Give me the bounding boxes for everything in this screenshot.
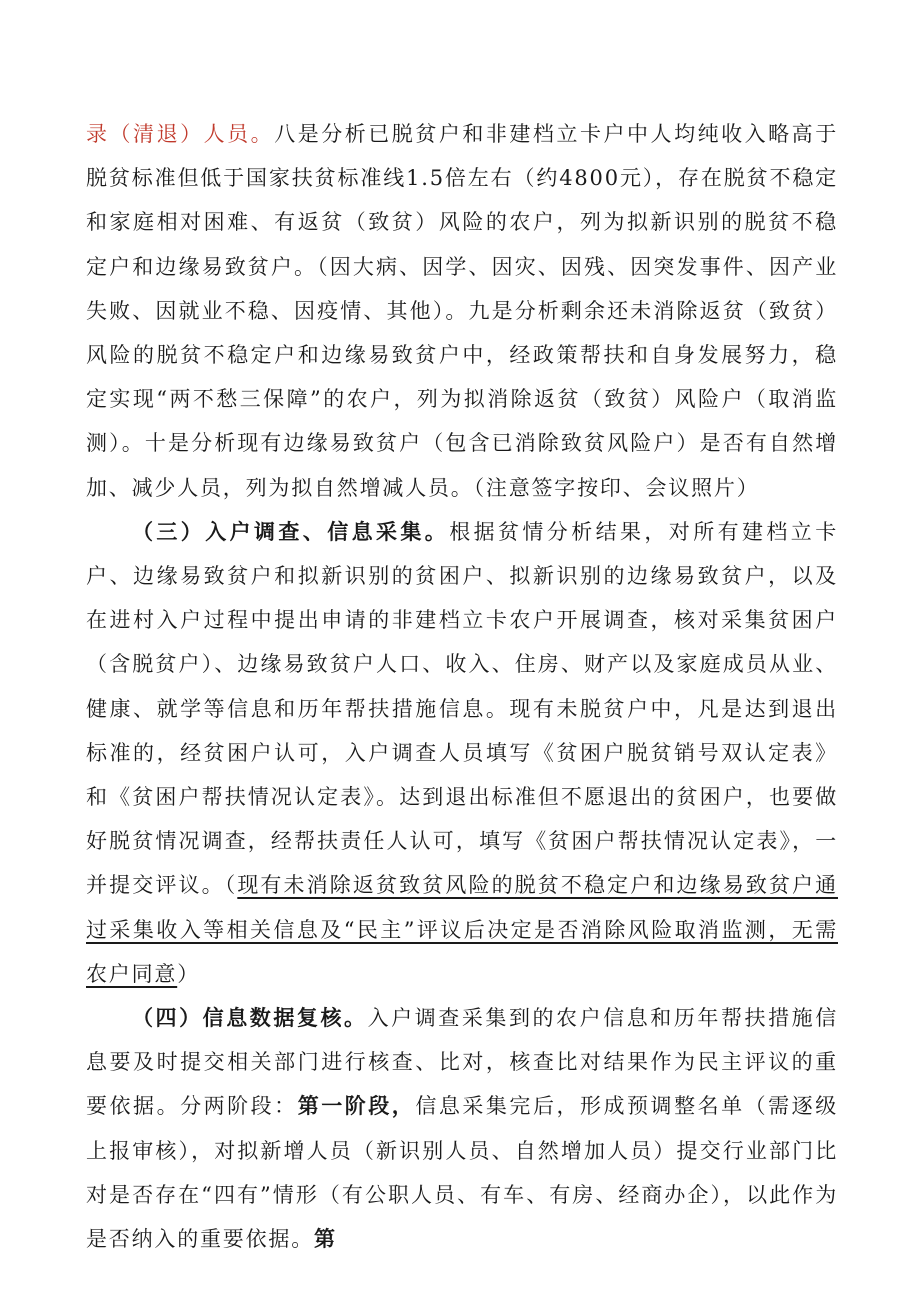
section-heading: （三）入户调查、信息采集。: [132, 518, 450, 544]
paragraph-body-continued: 信息采集完后，形成预调整名单（需逐级上报审核），对拟新增人员（新识别人员、自然增加人员）提交行业部门比对是否存在“四有”情形（有公职人员、有车、有房、经商办企），以此作为是否纳入的重要依据。: [86, 1094, 839, 1252]
red-lead-text: 录（清退）人员。: [86, 122, 275, 146]
underlined-note: 现有未消除返贫致贫风险的脱贫不稳定户和边缘易致贫户通过采集收入等相关信息及“民主”评议后决定是否消除风险取消监测，无需农户同意: [86, 873, 838, 986]
paragraph-body: 根据贫情分析结果，对所有建档立卡户、边缘易致贫户和拟新识别的贫困户、拟新识别的边缘易致贫户，以及在进村入户过程中提出申请的非建档立卡农户开展调查，核对采集贫困户（含脱贫户）、边缘易致贫户人口、收入、住房、财产以及家庭成员从业、健康、就学等信息和历年帮扶措施信息。现有未脱贫户中，凡是达到退出标准的，经贫困户认可，入户调查人员填写《贫困户脱贫销号双认定表》和《贫困户帮扶情况认定表》。达到退出标准但不愿退出的贫困户，也要做好脱贫情况调查，经帮扶责任人认可，填写《贫困户帮扶情况认定表》，一并提交评议。: [86, 519, 838, 898]
section-heading: （四）信息数据复核。: [132, 1005, 368, 1031]
document-page: [86, 112, 838, 1261]
paragraph-eight-to-ten: [86, 112, 838, 510]
paragraph-body: 八是分析已脱贫户和非建档立卡户中人均纯收入略高于脱贫标准但低于国家扶贫标准线1.5倍左右（约4800元），存在脱贫不稳定和家庭相对困难、有返贫（致贫）风险的农户，列为拟新识别的脱贫不稳定户和边缘易致贫户。（因大病、因学、因灾、因残、因突发事件、因产业失败、因就业不稳、因疫情、其他）。九是分析剩余还未消除返贫（致贫）风险的脱贫不稳定户和边缘易致贫户中，经政策帮扶和自身发展努力，稳定实现“两不愁三保障”的农户，列为拟消除返贫（致贫）风险户（取消监测）。十是分析现有边缘易致贫户（包含已消除致贫风险户）是否有自然增加、减少人员，列为拟自然增减人员。（注意签字按印、会议照片）: [86, 122, 838, 500]
section-household-survey: [86, 510, 838, 996]
trailing-bold-text: 第: [314, 1226, 337, 1252]
note-open-paren: （: [224, 873, 238, 898]
paragraph-body: 入户调查采集到的农户信息和历年帮扶措施信息要及时提交相关部门进行核查、比对，核查比对结果作为民主评议的重要依据。分两阶段：: [86, 1006, 839, 1119]
section-data-review: [86, 996, 838, 1261]
phase-label: 第一阶段，: [297, 1093, 416, 1119]
note-close-paren: ）: [177, 961, 201, 986]
